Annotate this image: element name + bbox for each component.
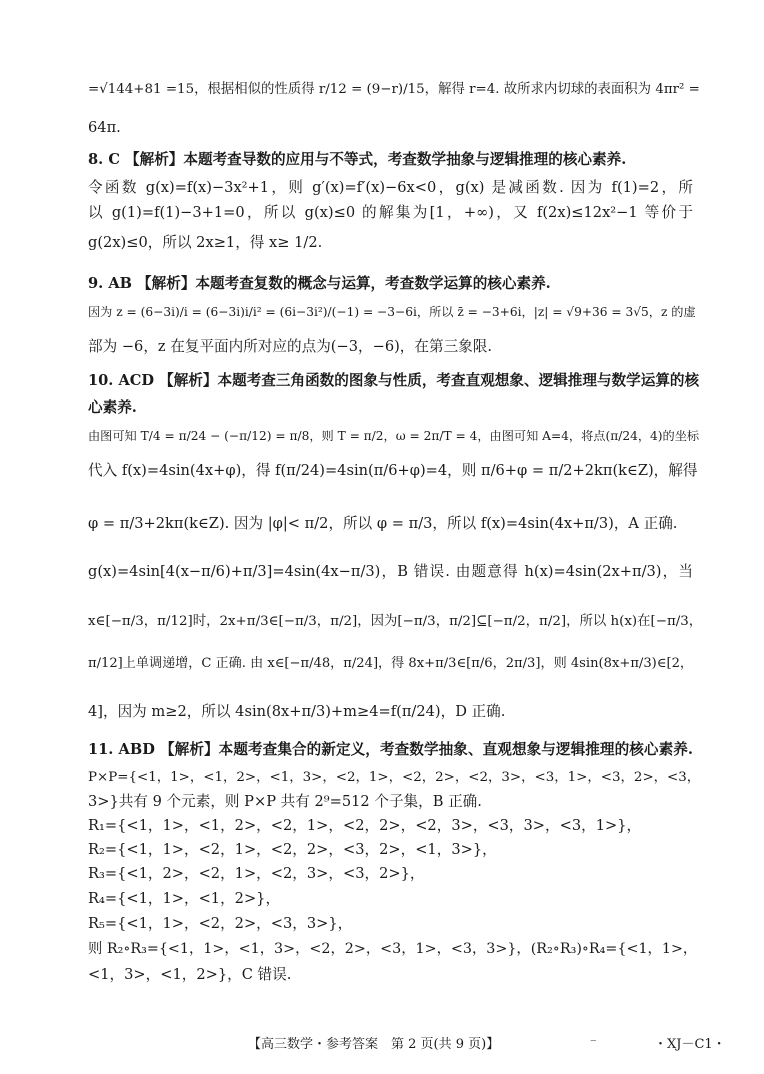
section-heading: 心素养. bbox=[88, 399, 137, 416]
text-line: 由图可知 T/4 = π/24 − (−π/12) = π/8，则 T = π/2，ω = 2π/T = 4，由图可知 A=4，将点(π/24，4)的坐标 bbox=[88, 429, 700, 443]
text-line: 代入 f(x)=4sin(4x+φ)，得 f(π/24)=4sin(π/6+φ)=4，则 π/6+φ = π/2+2kπ(k∈Z)，解得 bbox=[88, 462, 698, 479]
section-heading: 10. ACD 【解析】本题考查三角函数的图象与性质，考查直观想象、逻辑推理与数学运算的核 bbox=[88, 372, 700, 389]
text-line: 以 g(1)=f(1)−3+1=0，所以 g(x)≤0 的解集为[1，+∞)，又 f(2x)≤12x²−1 等价于 bbox=[88, 204, 693, 221]
footer-code: ・XJ－C1・ bbox=[654, 1037, 726, 1052]
text-line: g(2x)≤0，所以 2x≥1，得 x≥ 1/2. bbox=[88, 234, 323, 251]
text-line: R₂={<1，1>，<2，1>，<2，2>，<3，2>，<1，3>}， bbox=[88, 841, 497, 858]
text-line: 4]，因为 m≥2，所以 4sin(8x+π/3)+m≥4=f(π/24)，D 正确. bbox=[88, 703, 506, 720]
text-line: 令函数 g(x)=f(x)−3x²+1，则 g′(x)=f′(x)−6x<0，g(x) 是减函数. 因为 f(1)=2，所 bbox=[88, 179, 693, 196]
text-line: <1，3>，<1，2>}，C 错误. bbox=[88, 966, 292, 983]
text-line: 部为 −6，z 在复平面内所对应的点为(−3，−6)，在第三象限. bbox=[88, 338, 493, 355]
text-line: g(x)=4sin[4(x−π/6)+π/3]=4sin(4x−π/3)，B 错误. 由题意得 h(x)=4sin(2x+π/3)，当 bbox=[88, 563, 693, 580]
text-line: R₅={<1，1>，<2，2>，<3，3>}， bbox=[88, 915, 353, 932]
text-line: φ = π/3+2kπ(k∈Z). 因为 |φ|< π/2，所以 φ = π/3，所以 f(x)=4sin(4x+π/3)，A 正确. bbox=[88, 515, 678, 532]
text-line: 因为 z = (6−3i)/i = (6−3i)i/i² = (6i−3i²)/(−1) = −3−6i，所以 z̄ = −3+6i，|z| = √9+36 = 3√5，z 的虚 bbox=[88, 305, 696, 319]
text-line: R₃={<1，2>，<2，1>，<2，3>，<3，2>}， bbox=[88, 865, 425, 882]
section-heading: 8. C 【解析】本题考查导数的应用与不等式，考查数学抽象与逻辑推理的核心素养. bbox=[88, 151, 627, 168]
text-line: R₁={<1，1>，<1，2>，<2，1>，<2，2>，<2，3>，<3，3>，<3，1>}， bbox=[88, 817, 642, 834]
section-heading: 11. ABD 【解析】本题考查集合的新定义，考查数学抽象、直观想象与逻辑推理的核心素养. bbox=[88, 741, 693, 758]
text-line: 64π. bbox=[88, 119, 121, 136]
footer-page-info: 【高三数学・参考答案 第 2 页(共 9 页)】 bbox=[248, 1037, 500, 1052]
text-line: P×P={<1，1>，<1，2>，<1，3>，<2，1>，<2，2>，<2，3>，<3，1>，<3，2>，<3， bbox=[88, 770, 701, 785]
text-line: =√144+81 =15，根据相似的性质得 r/12 = (9−r)/15，解得 r=4. 故所求内切球的表面积为 4πr² = bbox=[88, 82, 700, 97]
section-heading: 9. AB 【解析】本题考查复数的概念与运算，考查数学运算的核心素养. bbox=[88, 275, 551, 292]
text-line: x∈[−π/3，π/12]时，2x+π/3∈[−π/3，π/2]，因为[−π/3，π/2]⊆[−π/2，π/2]，所以 h(x)在[−π/3， bbox=[88, 614, 703, 629]
footer-mark: – bbox=[590, 1033, 597, 1048]
text-line: R₄={<1，1>，<1，2>}， bbox=[88, 890, 281, 907]
text-line: π/12]上单调递增，C 正确. 由 x∈[−π/48，π/24]，得 8x+π/3∈[π/6，2π/3]，则 4sin(8x+π/3)∈[2， bbox=[88, 656, 693, 671]
text-line: 3>}共有 9 个元素，则 P×P 共有 2⁹=512 个子集，B 正确. bbox=[88, 793, 482, 810]
text-line: 则 R₂∘R₃={<1，1>，<1，3>，<2，2>，<3，1>，<3，3>}，(R₂∘R₃)∘R₄={<1，1>， bbox=[88, 941, 698, 957]
